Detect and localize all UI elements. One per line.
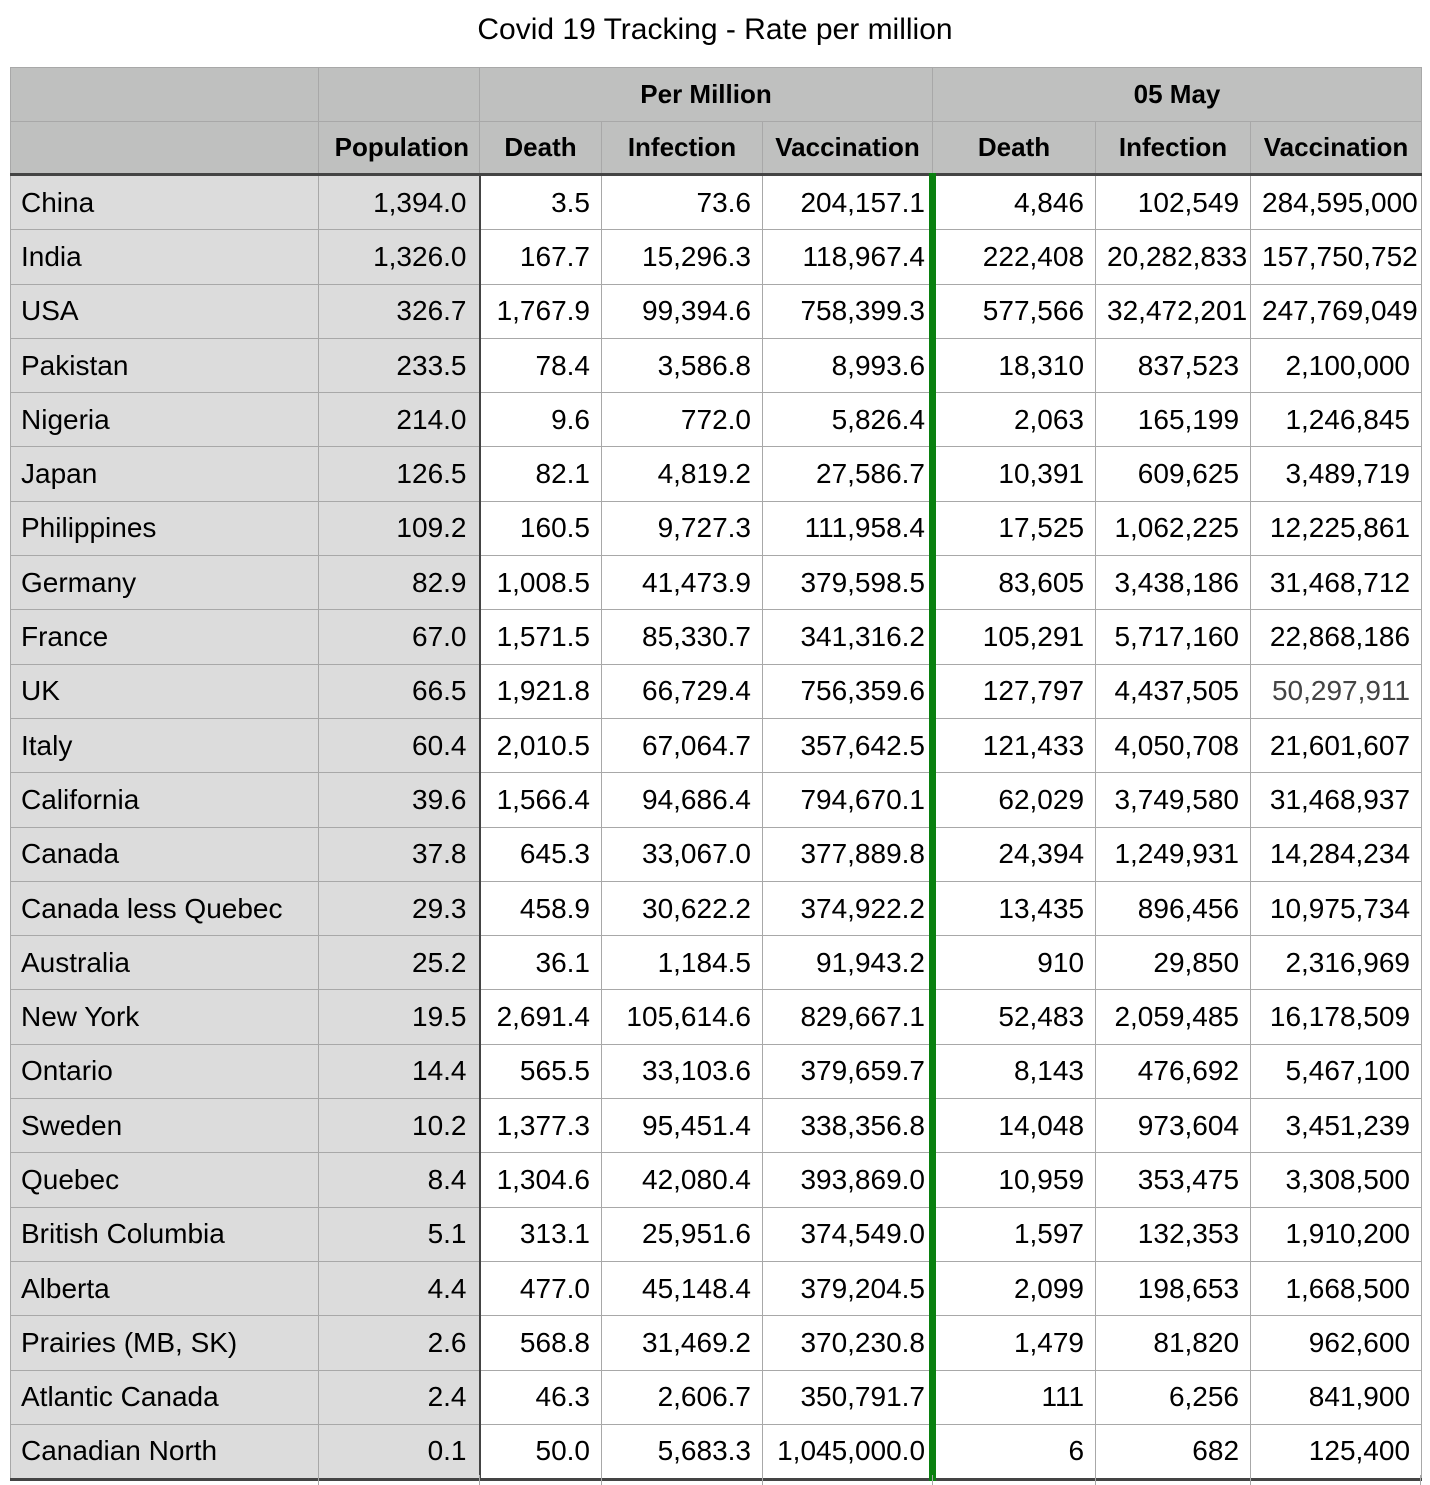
pm-vaccination-cell[interactable]: 111,958.4 bbox=[763, 501, 933, 555]
pm-death-cell[interactable]: 1,304.6 bbox=[480, 1153, 602, 1207]
pm-death-cell[interactable]: 1,008.5 bbox=[480, 556, 602, 610]
table-row bbox=[11, 664, 1422, 718]
infection-cell[interactable]: 165,199 bbox=[1096, 393, 1251, 447]
death-cell[interactable]: 18,310 bbox=[933, 338, 1096, 392]
infection-cell[interactable]: 1,062,225 bbox=[1096, 501, 1251, 555]
population-cell[interactable]: 66.5 bbox=[319, 664, 480, 718]
table-row bbox=[11, 501, 1422, 555]
pm-vaccination-cell[interactable]: 758,399.3 bbox=[763, 284, 933, 338]
pm-vaccination-cell[interactable]: 341,316.2 bbox=[763, 610, 933, 664]
population-cell[interactable]: 126.5 bbox=[319, 447, 480, 501]
vaccination-cell[interactable]: 3,451,239 bbox=[1251, 1099, 1422, 1153]
pm-vaccination-cell[interactable]: 8,993.6 bbox=[763, 338, 933, 392]
pm-vaccination-cell[interactable]: 379,204.5 bbox=[763, 1261, 933, 1315]
header-group-date[interactable]: 05 May bbox=[933, 68, 1422, 122]
pm-vaccination-cell[interactable]: 350,791.7 bbox=[763, 1370, 933, 1424]
vaccination-cell[interactable]: 31,468,712 bbox=[1251, 556, 1422, 610]
table-row bbox=[11, 718, 1422, 772]
table-row bbox=[11, 447, 1422, 501]
pm-infection-cell[interactable]: 15,296.3 bbox=[602, 230, 763, 284]
infection-cell[interactable]: 102,549 bbox=[1096, 175, 1251, 230]
death-cell[interactable]: 13,435 bbox=[933, 881, 1096, 935]
infection-cell[interactable]: 896,456 bbox=[1096, 881, 1251, 935]
pm-vaccination-cell[interactable]: 5,826.4 bbox=[763, 393, 933, 447]
pm-infection-cell[interactable]: 2,606.7 bbox=[602, 1370, 763, 1424]
table-row bbox=[11, 1316, 1422, 1370]
population-cell[interactable]: 4.4 bbox=[319, 1261, 480, 1315]
pm-infection-cell[interactable]: 25,951.6 bbox=[602, 1207, 763, 1261]
table-row bbox=[11, 393, 1422, 447]
death-cell[interactable]: 4,846 bbox=[933, 175, 1096, 230]
pm-infection-cell[interactable]: 73.6 bbox=[602, 175, 763, 230]
infection-cell[interactable]: 29,850 bbox=[1096, 936, 1251, 990]
row-name[interactable]: Prairies (MB, SK) bbox=[11, 1316, 319, 1370]
pm-death-cell[interactable]: 645.3 bbox=[480, 827, 602, 881]
header-death[interactable]: Death bbox=[933, 122, 1096, 175]
pm-infection-cell[interactable]: 33,103.6 bbox=[602, 1044, 763, 1098]
row-name[interactable]: Pakistan bbox=[11, 338, 319, 392]
pm-infection-cell[interactable]: 66,729.4 bbox=[602, 664, 763, 718]
vaccination-cell[interactable]: 157,750,752 bbox=[1251, 230, 1422, 284]
table-row bbox=[11, 827, 1422, 881]
pm-death-cell[interactable]: 1,921.8 bbox=[480, 664, 602, 718]
death-cell[interactable]: 910 bbox=[933, 936, 1096, 990]
population-cell[interactable]: 1,394.0 bbox=[319, 175, 480, 230]
header-group-empty[interactable] bbox=[319, 68, 480, 122]
infection-cell[interactable]: 198,653 bbox=[1096, 1261, 1251, 1315]
population-cell[interactable]: 25.2 bbox=[319, 936, 480, 990]
population-cell[interactable]: 0.1 bbox=[319, 1424, 480, 1479]
table-body bbox=[11, 175, 1422, 1480]
row-name[interactable]: Canada less Quebec bbox=[11, 881, 319, 935]
infection-cell[interactable]: 476,692 bbox=[1096, 1044, 1251, 1098]
death-cell[interactable]: 121,433 bbox=[933, 718, 1096, 772]
population-cell[interactable]: 109.2 bbox=[319, 501, 480, 555]
row-name[interactable]: Alberta bbox=[11, 1261, 319, 1315]
death-cell[interactable]: 6 bbox=[933, 1424, 1096, 1479]
table-row bbox=[11, 556, 1422, 610]
pm-vaccination-cell[interactable]: 374,922.2 bbox=[763, 881, 933, 935]
row-name[interactable]: New York bbox=[11, 990, 319, 1044]
pm-vaccination-cell[interactable]: 379,659.7 bbox=[763, 1044, 933, 1098]
pm-vaccination-cell[interactable]: 27,586.7 bbox=[763, 447, 933, 501]
row-name[interactable]: Atlantic Canada bbox=[11, 1370, 319, 1424]
death-cell[interactable]: 1,479 bbox=[933, 1316, 1096, 1370]
death-cell[interactable]: 8,143 bbox=[933, 1044, 1096, 1098]
pm-death-cell[interactable]: 167.7 bbox=[480, 230, 602, 284]
row-name[interactable]: USA bbox=[11, 284, 319, 338]
vaccination-cell[interactable]: 3,489,719 bbox=[1251, 447, 1422, 501]
death-cell[interactable]: 17,525 bbox=[933, 501, 1096, 555]
pm-vaccination-cell[interactable]: 118,967.4 bbox=[763, 230, 933, 284]
pm-vaccination-cell[interactable]: 370,230.8 bbox=[763, 1316, 933, 1370]
population-cell[interactable]: 2.4 bbox=[319, 1370, 480, 1424]
grid-line bbox=[601, 1475, 602, 1485]
table-row bbox=[11, 284, 1422, 338]
grid-line bbox=[762, 1475, 763, 1485]
pm-death-cell[interactable]: 78.4 bbox=[480, 338, 602, 392]
pm-infection-cell[interactable]: 772.0 bbox=[602, 393, 763, 447]
population-cell[interactable]: 82.9 bbox=[319, 556, 480, 610]
vaccination-cell[interactable]: 125,400 bbox=[1251, 1424, 1422, 1479]
pm-death-cell[interactable]: 565.5 bbox=[480, 1044, 602, 1098]
death-cell[interactable]: 10,959 bbox=[933, 1153, 1096, 1207]
table-row bbox=[11, 175, 1422, 230]
population-cell[interactable]: 29.3 bbox=[319, 881, 480, 935]
page-title: Covid 19 Tracking - Rate per million bbox=[477, 13, 953, 46]
pm-death-cell[interactable]: 2,010.5 bbox=[480, 718, 602, 772]
table-row bbox=[11, 338, 1422, 392]
population-cell[interactable]: 14.4 bbox=[319, 1044, 480, 1098]
pm-infection-cell[interactable]: 95,451.4 bbox=[602, 1099, 763, 1153]
pm-vaccination-cell[interactable]: 91,943.2 bbox=[763, 936, 933, 990]
vaccination-cell[interactable]: 21,601,607 bbox=[1251, 718, 1422, 772]
row-name[interactable]: Nigeria bbox=[11, 393, 319, 447]
pm-infection-cell[interactable]: 41,473.9 bbox=[602, 556, 763, 610]
pm-death-cell[interactable]: 1,571.5 bbox=[480, 610, 602, 664]
pm-infection-cell[interactable]: 30,622.2 bbox=[602, 881, 763, 935]
pm-death-cell[interactable]: 2,691.4 bbox=[480, 990, 602, 1044]
grid-line bbox=[1095, 1475, 1096, 1485]
pm-vaccination-cell[interactable]: 379,598.5 bbox=[763, 556, 933, 610]
vaccination-cell[interactable]: 16,178,509 bbox=[1251, 990, 1422, 1044]
header-vaccination[interactable]: Vaccination bbox=[1251, 122, 1422, 175]
infection-cell[interactable]: 4,050,708 bbox=[1096, 718, 1251, 772]
vaccination-cell[interactable]: 31,468,937 bbox=[1251, 773, 1422, 827]
table-row bbox=[11, 1044, 1422, 1098]
pm-death-cell[interactable]: 9.6 bbox=[480, 393, 602, 447]
pm-infection-cell[interactable]: 99,394.6 bbox=[602, 284, 763, 338]
pm-death-cell[interactable]: 82.1 bbox=[480, 447, 602, 501]
infection-cell[interactable]: 3,438,186 bbox=[1096, 556, 1251, 610]
vaccination-cell[interactable]: 962,600 bbox=[1251, 1316, 1422, 1370]
pm-death-cell[interactable]: 568.8 bbox=[480, 1316, 602, 1370]
pm-infection-cell[interactable]: 3,586.8 bbox=[602, 338, 763, 392]
population-cell[interactable]: 1,326.0 bbox=[319, 230, 480, 284]
infection-cell[interactable]: 81,820 bbox=[1096, 1316, 1251, 1370]
death-cell[interactable]: 2,099 bbox=[933, 1261, 1096, 1315]
pm-death-cell[interactable]: 458.9 bbox=[480, 881, 602, 935]
table-row bbox=[11, 1370, 1422, 1424]
population-cell[interactable]: 67.0 bbox=[319, 610, 480, 664]
pm-vaccination-cell[interactable]: 357,642.5 bbox=[763, 718, 933, 772]
table-row bbox=[11, 1261, 1422, 1315]
pm-infection-cell[interactable]: 42,080.4 bbox=[602, 1153, 763, 1207]
infection-cell[interactable]: 837,523 bbox=[1096, 338, 1251, 392]
header-column-row bbox=[11, 122, 1422, 175]
pm-infection-cell[interactable]: 94,686.4 bbox=[602, 773, 763, 827]
infection-cell[interactable]: 1,249,931 bbox=[1096, 827, 1251, 881]
table-row bbox=[11, 1207, 1422, 1261]
table-row bbox=[11, 990, 1422, 1044]
pm-death-cell[interactable]: 1,377.3 bbox=[480, 1099, 602, 1153]
covid-tracking-table bbox=[10, 67, 1422, 1481]
infection-cell[interactable]: 6,256 bbox=[1096, 1370, 1251, 1424]
vaccination-cell[interactable]: 14,284,234 bbox=[1251, 827, 1422, 881]
vaccination-cell[interactable]: 2,316,969 bbox=[1251, 936, 1422, 990]
pm-death-cell[interactable]: 1,566.4 bbox=[480, 773, 602, 827]
death-cell[interactable]: 83,605 bbox=[933, 556, 1096, 610]
row-name[interactable]: Australia bbox=[11, 936, 319, 990]
row-name[interactable]: India bbox=[11, 230, 319, 284]
infection-cell[interactable]: 682 bbox=[1096, 1424, 1251, 1479]
pm-death-cell[interactable]: 313.1 bbox=[480, 1207, 602, 1261]
pm-infection-cell[interactable]: 45,148.4 bbox=[602, 1261, 763, 1315]
row-name[interactable]: Canada bbox=[11, 827, 319, 881]
pm-death-cell[interactable]: 3.5 bbox=[480, 175, 602, 230]
header-population[interactable]: Population bbox=[319, 122, 480, 175]
vaccination-cell[interactable]: 1,246,845 bbox=[1251, 393, 1422, 447]
pm-infection-cell[interactable]: 31,469.2 bbox=[602, 1316, 763, 1370]
infection-cell[interactable]: 3,749,580 bbox=[1096, 773, 1251, 827]
death-cell[interactable]: 10,391 bbox=[933, 447, 1096, 501]
row-name[interactable]: British Columbia bbox=[11, 1207, 319, 1261]
pm-vaccination-cell[interactable]: 829,667.1 bbox=[763, 990, 933, 1044]
infection-cell[interactable]: 4,437,505 bbox=[1096, 664, 1251, 718]
pm-vaccination-cell[interactable]: 204,157.1 bbox=[763, 175, 933, 230]
vaccination-cell[interactable]: 1,668,500 bbox=[1251, 1261, 1422, 1315]
header-group-per-million[interactable]: Per Million bbox=[480, 68, 933, 122]
vaccination-cell[interactable]: 22,868,186 bbox=[1251, 610, 1422, 664]
grid-line bbox=[318, 1475, 319, 1485]
death-cell[interactable]: 127,797 bbox=[933, 664, 1096, 718]
row-name[interactable]: China bbox=[11, 175, 319, 230]
header-pm-infection[interactable]: Infection bbox=[602, 122, 763, 175]
death-cell[interactable]: 105,291 bbox=[933, 610, 1096, 664]
vaccination-cell[interactable]: 5,467,100 bbox=[1251, 1044, 1422, 1098]
pm-vaccination-cell[interactable]: 794,670.1 bbox=[763, 773, 933, 827]
death-cell[interactable]: 111 bbox=[933, 1370, 1096, 1424]
table-row bbox=[11, 1424, 1422, 1479]
population-cell[interactable]: 10.2 bbox=[319, 1099, 480, 1153]
row-name[interactable]: Germany bbox=[11, 556, 319, 610]
pm-vaccination-cell[interactable]: 338,356.8 bbox=[763, 1099, 933, 1153]
infection-cell[interactable]: 353,475 bbox=[1096, 1153, 1251, 1207]
population-cell[interactable]: 8.4 bbox=[319, 1153, 480, 1207]
table-row bbox=[11, 610, 1422, 664]
infection-cell[interactable]: 32,472,201 bbox=[1096, 284, 1251, 338]
table-row bbox=[11, 230, 1422, 284]
header-pm-vaccination[interactable]: Vaccination bbox=[763, 122, 933, 175]
pm-vaccination-cell[interactable]: 374,549.0 bbox=[763, 1207, 933, 1261]
grid-line bbox=[479, 1475, 480, 1485]
pm-death-cell[interactable]: 160.5 bbox=[480, 501, 602, 555]
pm-death-cell[interactable]: 36.1 bbox=[480, 936, 602, 990]
population-cell[interactable]: 5.1 bbox=[319, 1207, 480, 1261]
pm-death-cell[interactable]: 50.0 bbox=[480, 1424, 602, 1479]
grid-line bbox=[932, 1475, 933, 1485]
pm-infection-cell[interactable]: 33,067.0 bbox=[602, 827, 763, 881]
infection-cell[interactable]: 609,625 bbox=[1096, 447, 1251, 501]
vaccination-cell[interactable]: 284,595,000 bbox=[1251, 175, 1422, 230]
vaccination-cell[interactable]: 1,910,200 bbox=[1251, 1207, 1422, 1261]
row-name[interactable]: Canadian North bbox=[11, 1424, 319, 1479]
table-row bbox=[11, 1099, 1422, 1153]
death-cell[interactable]: 52,483 bbox=[933, 990, 1096, 1044]
header-infection[interactable]: Infection bbox=[1096, 122, 1251, 175]
vaccination-cell[interactable]: 3,308,500 bbox=[1251, 1153, 1422, 1207]
vaccination-cell[interactable]: 2,100,000 bbox=[1251, 338, 1422, 392]
death-cell[interactable]: 1,597 bbox=[933, 1207, 1096, 1261]
population-cell[interactable]: 233.5 bbox=[319, 338, 480, 392]
vaccination-cell[interactable]: 10,975,734 bbox=[1251, 881, 1422, 935]
pm-infection-cell[interactable]: 5,683.3 bbox=[602, 1424, 763, 1479]
population-cell[interactable]: 39.6 bbox=[319, 773, 480, 827]
row-name[interactable]: Sweden bbox=[11, 1099, 319, 1153]
pm-infection-cell[interactable]: 1,184.5 bbox=[602, 936, 763, 990]
grid-line bbox=[1250, 1475, 1251, 1485]
population-cell[interactable]: 326.7 bbox=[319, 284, 480, 338]
table-row bbox=[11, 881, 1422, 935]
infection-cell[interactable]: 2,059,485 bbox=[1096, 990, 1251, 1044]
death-cell[interactable]: 222,408 bbox=[933, 230, 1096, 284]
table-row bbox=[11, 936, 1422, 990]
pm-death-cell[interactable]: 1,767.9 bbox=[480, 284, 602, 338]
death-cell[interactable]: 62,029 bbox=[933, 773, 1096, 827]
infection-cell[interactable]: 973,604 bbox=[1096, 1099, 1251, 1153]
infection-cell[interactable]: 20,282,833 bbox=[1096, 230, 1251, 284]
header-corner[interactable] bbox=[11, 68, 319, 122]
pm-vaccination-cell[interactable]: 756,359.6 bbox=[763, 664, 933, 718]
grid-line bbox=[1420, 1475, 1421, 1485]
population-cell[interactable]: 60.4 bbox=[319, 718, 480, 772]
infection-cell[interactable]: 5,717,160 bbox=[1096, 610, 1251, 664]
row-name[interactable]: Italy bbox=[11, 718, 319, 772]
header-name[interactable] bbox=[11, 122, 319, 175]
row-name[interactable]: Japan bbox=[11, 447, 319, 501]
pm-vaccination-cell[interactable]: 377,889.8 bbox=[763, 827, 933, 881]
infection-cell[interactable]: 132,353 bbox=[1096, 1207, 1251, 1261]
pm-infection-cell[interactable]: 105,614.6 bbox=[602, 990, 763, 1044]
pm-vaccination-cell[interactable]: 393,869.0 bbox=[763, 1153, 933, 1207]
death-cell[interactable]: 577,566 bbox=[933, 284, 1096, 338]
header-group-row bbox=[11, 68, 1422, 122]
vaccination-cell[interactable]: 12,225,861 bbox=[1251, 501, 1422, 555]
death-cell[interactable]: 14,048 bbox=[933, 1099, 1096, 1153]
population-cell[interactable]: 214.0 bbox=[319, 393, 480, 447]
row-name[interactable]: UK bbox=[11, 664, 319, 718]
pm-infection-cell[interactable]: 67,064.7 bbox=[602, 718, 763, 772]
population-cell[interactable]: 19.5 bbox=[319, 990, 480, 1044]
death-cell[interactable]: 24,394 bbox=[933, 827, 1096, 881]
row-name[interactable]: Philippines bbox=[11, 501, 319, 555]
table-row bbox=[11, 773, 1422, 827]
row-name[interactable]: France bbox=[11, 610, 319, 664]
row-name[interactable]: Quebec bbox=[11, 1153, 319, 1207]
pm-infection-cell[interactable]: 9,727.3 bbox=[602, 501, 763, 555]
pm-infection-cell[interactable]: 85,330.7 bbox=[602, 610, 763, 664]
pm-death-cell[interactable]: 477.0 bbox=[480, 1261, 602, 1315]
death-cell[interactable]: 2,063 bbox=[933, 393, 1096, 447]
row-name[interactable]: California bbox=[11, 773, 319, 827]
vaccination-cell[interactable]: 841,900 bbox=[1251, 1370, 1422, 1424]
vaccination-cell[interactable]: 247,769,049 bbox=[1251, 284, 1422, 338]
population-cell[interactable]: 37.8 bbox=[319, 827, 480, 881]
pm-death-cell[interactable]: 46.3 bbox=[480, 1370, 602, 1424]
header-pm-death[interactable]: Death bbox=[480, 122, 602, 175]
population-cell[interactable]: 2.6 bbox=[319, 1316, 480, 1370]
pm-infection-cell[interactable]: 4,819.2 bbox=[602, 447, 763, 501]
table-row bbox=[11, 1153, 1422, 1207]
row-name[interactable]: Ontario bbox=[11, 1044, 319, 1098]
pm-vaccination-cell[interactable]: 1,045,000.0 bbox=[763, 1424, 933, 1479]
vaccination-cell[interactable]: 50,297,911 bbox=[1251, 664, 1422, 718]
